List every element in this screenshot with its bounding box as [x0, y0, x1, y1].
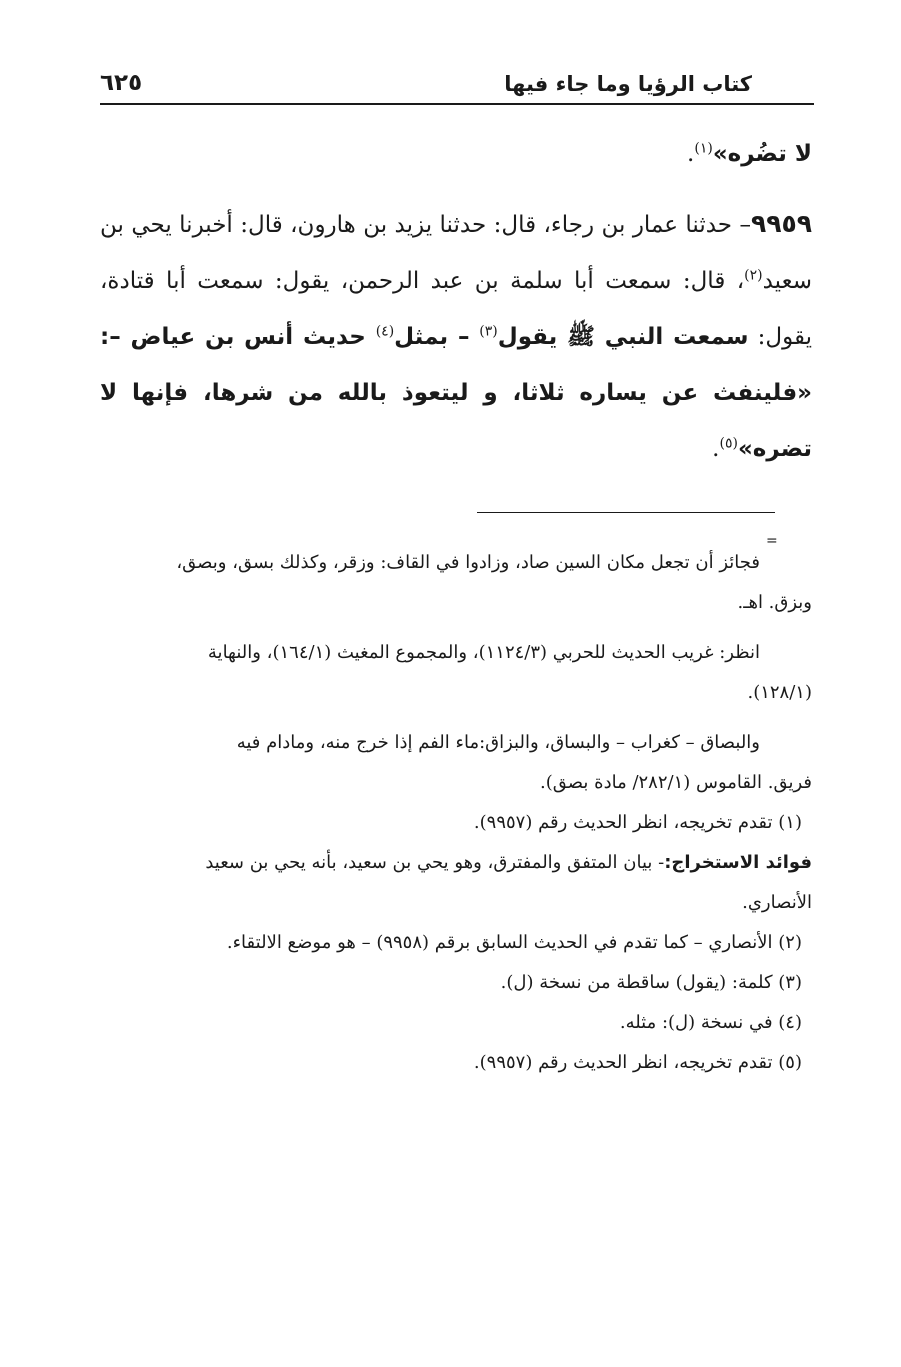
footnote-5: (٥) تقدم تخريجه، انظر الحديث رقم (٩٩٥٧).: [473, 1052, 802, 1073]
quote-end: لا تضُره»: [712, 141, 812, 167]
end-dot-2: .: [712, 436, 720, 462]
footnote-line: فجائز أن تجعل مكان السين صاد، وزادوا في القاف: وزقر، وكذلك بسق، وبصق،: [176, 552, 760, 573]
header-rule: [100, 103, 814, 105]
footnote-line: انظر: غريب الحديث للحربي (١١٢٤/٣)، والمجموع المغيث (١٦٤/١)، والنهاية: [207, 642, 760, 663]
footnote-ref-3: (٣): [479, 323, 498, 340]
continued-line: [100, 126, 812, 182]
footnote-separator: [477, 512, 775, 513]
main-text: [100, 126, 812, 477]
end-dot: .: [687, 141, 695, 167]
matn-quote-1: سمعت النبي ﷺ يقول: [497, 324, 749, 350]
footnote-line: والبصاق – كغراب – والبساق، والبزاق:ماء الفم إذا خرج منه، ومادام فيه: [236, 732, 760, 753]
isnad-part2: ، قال: سمعت أبا سلمة بن عبد الرحمن، يقول: سمعت أبا قتادة، يقول:: [100, 268, 813, 350]
footnotes: [98, 543, 812, 1083]
matn-dash: – بمثل: [394, 324, 480, 350]
page-number: ٦٢٥: [100, 70, 143, 96]
continuation-mark: =: [766, 533, 778, 549]
footnote-line: فريق. القاموس (٢٨٢/١/ مادة بصق).: [540, 772, 812, 793]
page-header: [100, 70, 812, 104]
fawaid-line: [98, 843, 812, 883]
isnad-part1: – حدثنا عمار بن رجاء، قال: حدثنا يزيد بن هارون، قال: أخبرنا يحي بن سعيد: [100, 212, 812, 294]
footnote-ref-5: (٥): [719, 435, 738, 452]
footnote-3: (٣) كلمة: (يقول) ساقطة من نسخة (ل).: [500, 972, 802, 993]
hadith-number: ٩٩٥٩: [750, 209, 812, 238]
running-title: كتاب الرؤيا وما جاء فيها: [504, 72, 752, 96]
footnote-line: وبزق. اهـ.: [737, 592, 812, 613]
hadith-paragraph: [100, 196, 812, 477]
fawaid-label: فوائد الاستخراج:: [664, 852, 812, 873]
footnote-line: (١٢٨/١).: [747, 682, 812, 703]
fawaid-text: - بيان المتفق والمفترق، وهو يحي بن سعيد، بأنه يحي بن سعيد: [205, 852, 665, 873]
footnote-1: (١) تقدم تخريجه، انظر الحديث رقم (٩٩٥٧).: [473, 812, 802, 833]
footnote-ref-2: (٢): [744, 267, 763, 284]
footnote-2: (٢) الأنصاري – كما تقدم في الحديث السابق برقم (٩٩٥٨) – هو موضع الالتقاء.: [226, 932, 802, 953]
footnote-line: الأنصاري.: [742, 892, 812, 913]
footnote-ref-4: (٤): [375, 323, 395, 340]
footnote-ref-1: (١): [694, 140, 713, 157]
footnote-4: (٤) في نسخة (ل): مثله.: [619, 1012, 802, 1033]
matn-quote-2: حديث أنس بن عياض –: «فلينفث عن يساره ثلاثا، و ليتعوذ بالله من شرها، فإنها لا تضره»: [100, 324, 812, 462]
